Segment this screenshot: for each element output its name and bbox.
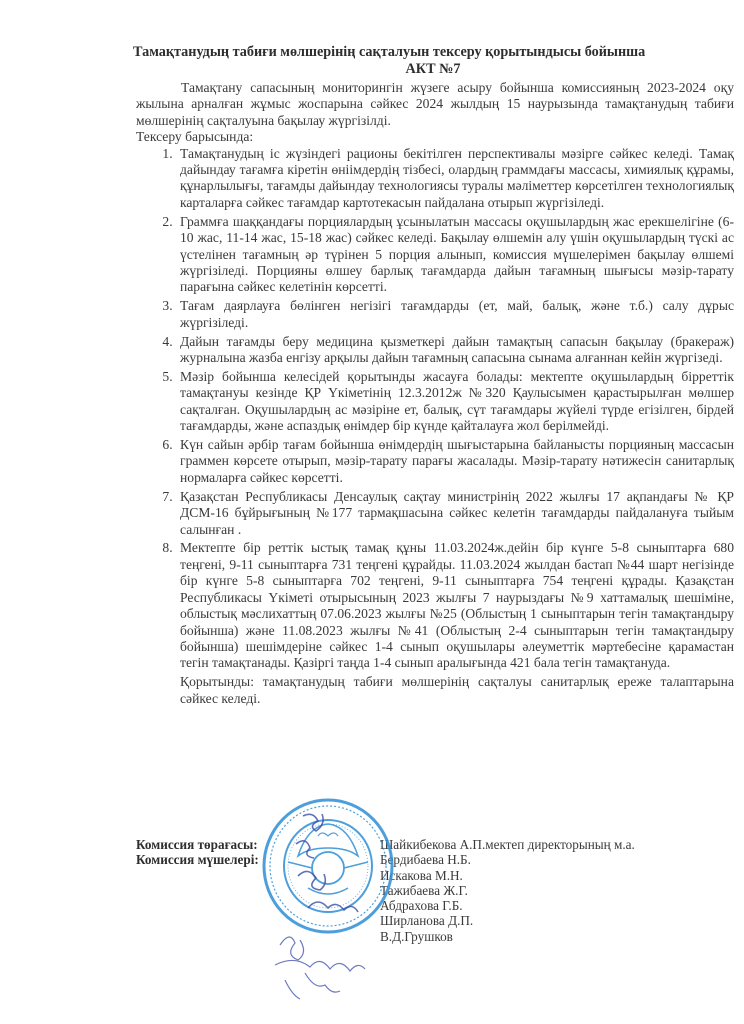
member-name: Искакова М.Н. — [380, 867, 463, 883]
conclusion-paragraph: Қорытынды: тамақтанудың табиғи мөлшерінің сақталуы санитарлық ереже талаптарына сәйкес келеді. — [180, 674, 734, 706]
chair-row — [136, 837, 736, 852]
member-name: Абдрахова Г.Б. — [380, 898, 463, 914]
members-row — [136, 852, 736, 944]
members-list — [380, 852, 473, 944]
finding-item: 6. Күн сайын әрбір тағам бойынша өнімдердің шығыстарына байланысты порцияның массасын граммен көрсете отырып, мәзір-тарату парағы жасалады. Мәзір-тарату нәтижесін санитарлық нормаларға сәйкес көрсетті. — [176, 437, 734, 486]
finding-item: 4. Дайын тағамды беру медицина қызметкері дайын тамақтың сапасын бақылау (бракераж) журналына жазба енгізу арқылы дайын тағамның сапасына сынама алғаннан кейін жүргізеді. — [176, 334, 734, 367]
finding-item: 2. Граммға шаққандағы порциялардың ұсынылатын массасы оқушылардың жас ерекшелігіне (6-10 жас, 11-14 жас, 15-18 жас) сәйкес келеді. Бақылау өлшемін алу үшін оқушылардың түскі ас үстелінен тағамның әр түрінен 5 порция алынып, комиссия мүшелерімен бақылау өлшемі жүргізіледі. Порцияны өлшеу барлық тағамдарда дайын тағамның шығысы мәзір-тарату парағына сәйкес келетінін көрсетті. — [176, 214, 734, 296]
inspection-label: Тексеру барысында: — [136, 129, 254, 145]
signature-block — [136, 837, 736, 944]
finding-item: 1. Тамақтанудың іс жүзіндегі рационы бекітілген перспективалы мәзірге сәйкес келеді. Тамақ дайындау тағамға кіретін өніімдердің тізбесі, олардың граммдағы массасы, химиялық құрамы, құнарлылығы, тағамды дайындау технологиясы туралы мәліметтер көрсетілген технологиялық карталарға сәйкес тағамдар картотекасын пайдалана отырып жүргізіледі. — [176, 146, 734, 212]
finding-item: 5. Мәзір бойынша келесідей қорытынды жасауға болады: мектепте оқушылардың бірреттік тамақтануы кезінде ҚР Үкіметінің 12.3.2012ж №320 Қаулысымен қарастырылған мөлшер сақталған. Оқушылардың ас мәзіріне ет, балық, сүт тағамдары жүйелі түрде егізілген, бірдей тағамдарды, және аспаздық өнімдер бір күнде қайталауға жол берілмейді. — [176, 369, 734, 435]
finding-item: 8. Мектепте бір реттік ыстық тамақ құны 11.03.2024ж.дейін бір күнге 5-8 сыныптарға 680 теңгені, 9-11 сыныптарға 731 теңгені құрайды. 11.03.2024 жылдан бастап №44 шарт негізінде бір күнге 5-8 сыныптарға 702 теңгені, 9-11 сыныптарға 754 теңгені құрады. Қазақстан Республикасы Үкіметі отырысының 2023 жылғы 7 наурыздағы №9 хаттамалық шешіміне, облыстық мәслихаттың 07.06.2023 жылғы №25 (Облыстың 1 сыныптарын тегін тамақтандыру бойынша) және 11.08.2023 жылғы №41 (Облыстың 2-4 сыныптарын тегін тамақтандыру бойынша) шешімдеріне сәйкес 1-4 сынып оқушылары әлеуметтік мәртебесіне қарамастан тегін тамақтанады. Қазіргі таңда 1-4 сынып аралығында 421 бала тегін тамақтануда. — [176, 540, 734, 671]
document-title — [133, 44, 733, 78]
member-name: Тажибаева Ж.Г. — [380, 882, 468, 898]
finding-item: 3. Тағам даярлауға бөлінген негізігі тағамдарды (ет, май, балық, және т.б.) салу дұрыс жүргізіледі. — [176, 298, 734, 331]
finding-item: 7. Қазақстан Республикасы Денсаулық сақтау министрінің 2022 жылғы 17 ақпандағы № ҚР ДСМ-16 бұйрығының №177 тармақшасына сәйкес келетін тағамдарды пайдалануға тыйым салынған . — [176, 489, 734, 538]
title-act-number: АКТ №7 — [405, 61, 461, 77]
members-label: Комиссия мүшелері: — [136, 852, 259, 868]
chair-name: Шайкибекова А.П.мектеп директорының м.а. — [380, 837, 635, 852]
member-name: В.Д.Грушков — [380, 928, 453, 944]
document-body — [136, 80, 734, 707]
title-line-1: Тамақтанудың табиғи мөлшерінің сақталуын тексеру қорытындысы бойынша — [133, 44, 646, 60]
chair-label: Комиссия төрағасы: — [136, 837, 258, 852]
findings-list — [136, 146, 734, 672]
intro-paragraph: Тамақтану сапасының мониторингін жүзеге асыру бойынша комиссияның 2023-2024 оқу жылына арналған жұмыс жоспарына сәйкес 2024 жылдың 15 наурызында тамақтанудың табиғи мөлшерінің сақталуына бақылау жүргізілді. — [136, 80, 734, 128]
member-name: Ширланова Д.П. — [380, 913, 474, 929]
member-name: Бердибаева Н.Б. — [380, 852, 471, 868]
